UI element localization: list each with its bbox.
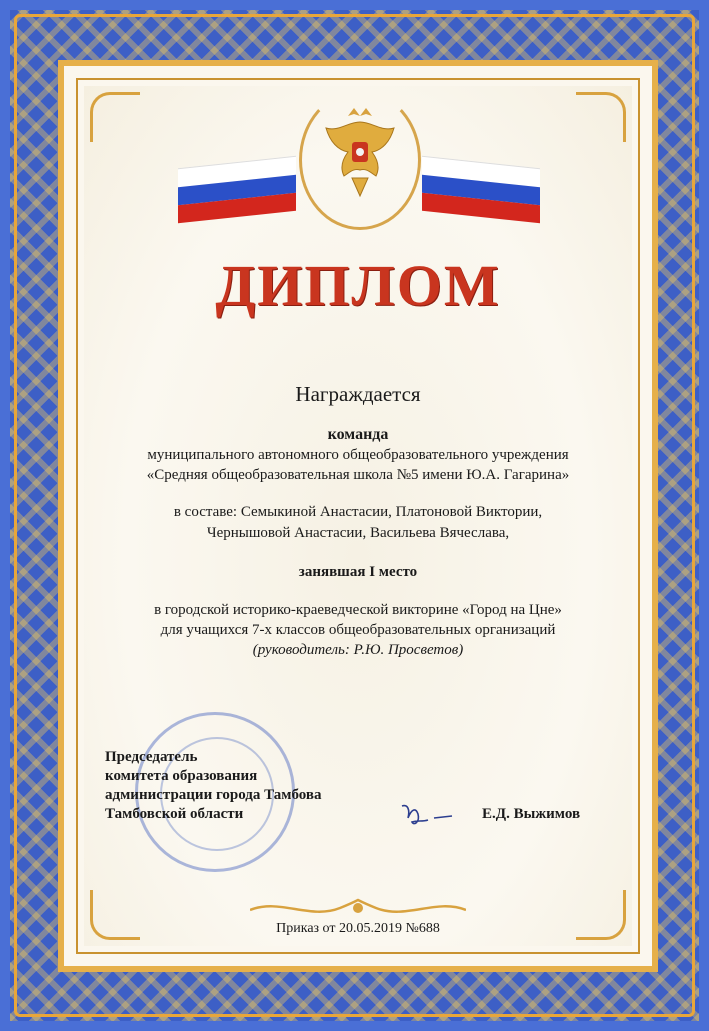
corner-ornament-top-right bbox=[576, 92, 626, 142]
diploma-title: ДИПЛОМ bbox=[215, 253, 501, 318]
institution-line-2: «Средняя общеобразовательная школа №5 имени Ю.А. Гагарина» bbox=[146, 467, 570, 483]
russian-flag-icon bbox=[178, 156, 296, 222]
members-line-2: Чернышовой Анастасии, Васильева Вячеслава, bbox=[206, 525, 510, 541]
bottom-ornament-icon bbox=[250, 896, 466, 920]
quiz-line-1: в городской историко-краеведческой викторине «Город на Цне» bbox=[154, 602, 562, 618]
crest-area bbox=[160, 90, 560, 250]
supervisor-text: (руководитель: Р.Ю. Просветов) bbox=[252, 642, 464, 658]
order-reference: Приказ от 20.05.2019 №688 bbox=[276, 921, 440, 936]
signer-name: Е.Д. Выжимов bbox=[482, 806, 581, 822]
corner-ornament-top-left bbox=[90, 92, 140, 142]
signatory-line: Председатель bbox=[105, 749, 198, 765]
signatory-line: комитета образования bbox=[105, 768, 258, 784]
coat-of-arms-icon bbox=[318, 102, 402, 202]
awarded-text: Награждается bbox=[295, 382, 421, 406]
signature-icon bbox=[398, 800, 458, 830]
institution-line-1: муниципального автономного общеобразовательного учреждения bbox=[147, 447, 569, 463]
signatory-block bbox=[105, 748, 322, 824]
team-label: команда bbox=[327, 426, 389, 443]
signatory-line: администрации города Тамбова bbox=[105, 787, 322, 803]
quiz-line-2: для учащихся 7-х классов общеобразовательных организаций bbox=[160, 622, 556, 638]
place-text: занявшая I место bbox=[298, 564, 418, 580]
members-line-1: в составе: Семыкиной Анастасии, Платоновой Виктории, bbox=[173, 504, 543, 520]
russian-flag-icon bbox=[422, 156, 540, 222]
signatory-line: Тамбовской области bbox=[105, 806, 244, 822]
